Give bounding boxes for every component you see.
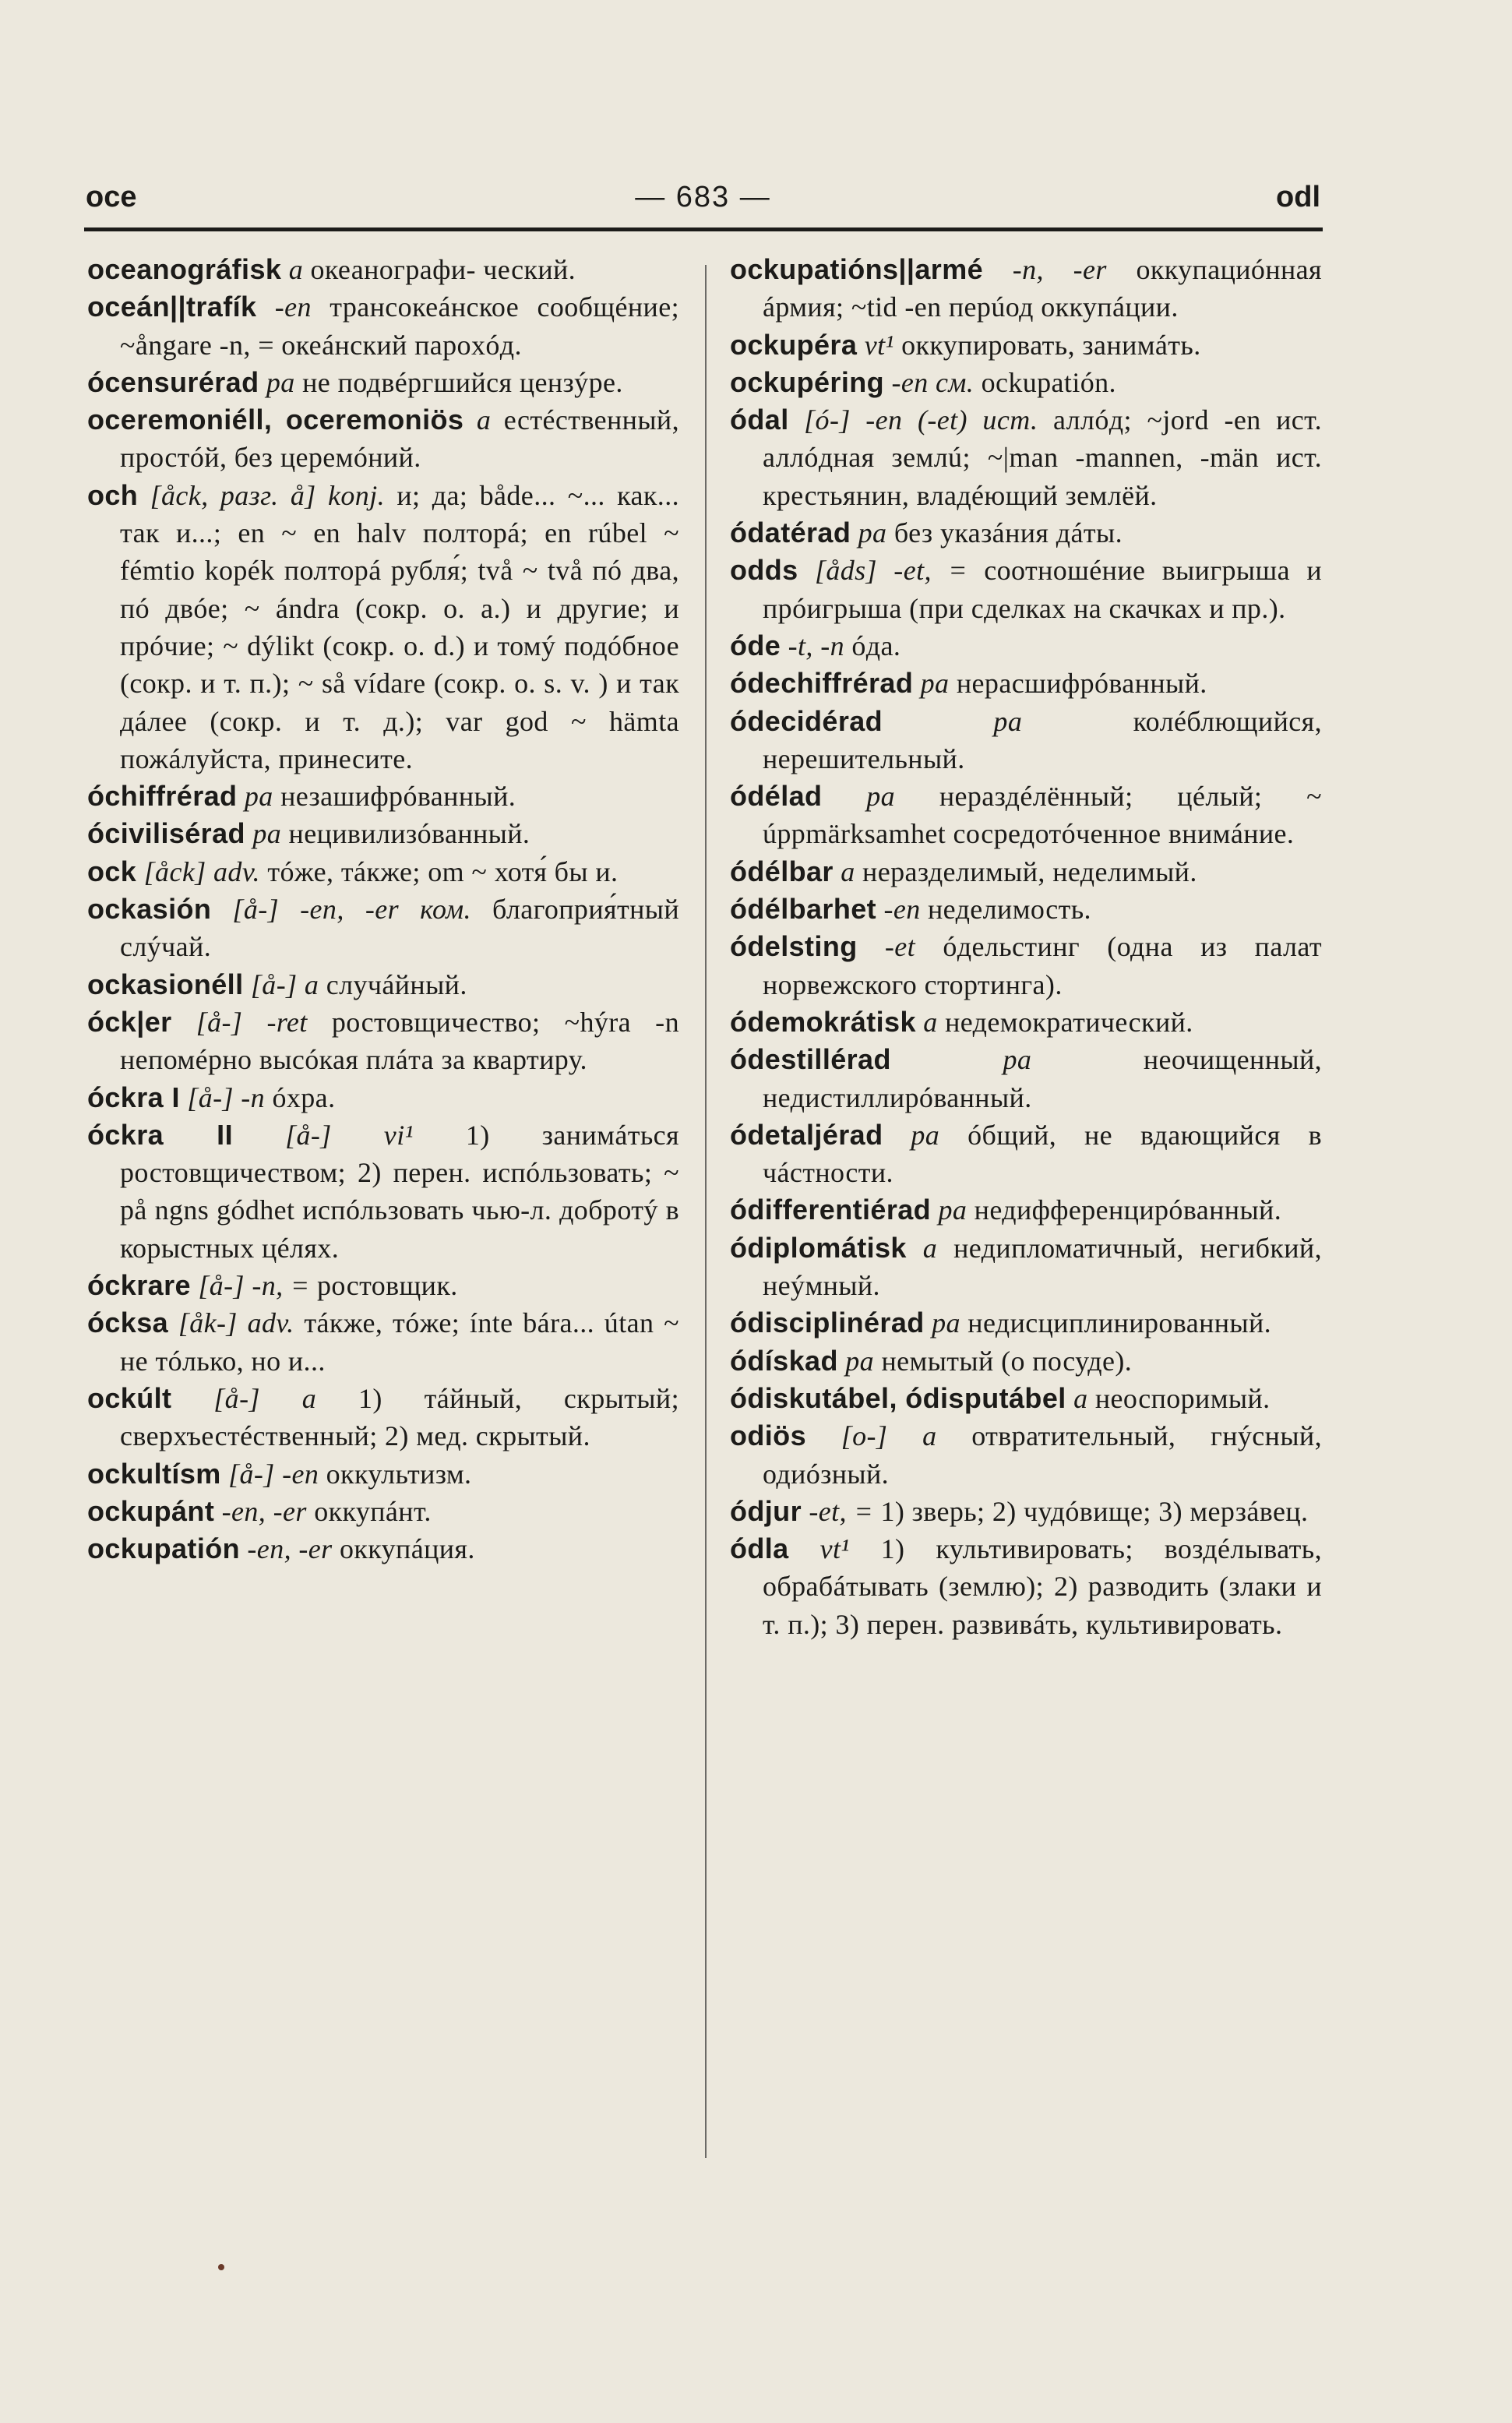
entry-headword: ockúlt (87, 1381, 172, 1414)
entry-definition: оккупировать, занимáть. (901, 329, 1201, 361)
entry-grammar: pa (911, 1119, 940, 1151)
entry-definition: без указáния дáты. (893, 517, 1123, 549)
dictionary-entry (730, 401, 1322, 514)
entry-definition: 1) зверь; 2) чудóвище; 3) мерзáвец. (880, 1495, 1309, 1527)
running-header (86, 181, 1320, 227)
entry-grammar: a (288, 254, 304, 285)
entry-headword: odds (730, 554, 798, 587)
entry-definition: недисциплинированный. (967, 1307, 1272, 1339)
entry-grammar: [å-] a (213, 1382, 317, 1414)
dictionary-entry (87, 815, 679, 852)
left-column (87, 251, 679, 1568)
dictionary-entry (730, 853, 1322, 891)
entry-grammar: [å-] -en (228, 1458, 319, 1490)
entry-headword: ódélad (730, 780, 823, 813)
entry-headword: óckrare (87, 1269, 191, 1302)
dictionary-entry (730, 928, 1322, 1003)
entry-headword: ockupéring (730, 365, 885, 398)
dictionary-entry (87, 1455, 679, 1493)
entry-definition: не подвéргшийся цензýре. (302, 366, 623, 398)
entry-grammar: pa (252, 818, 282, 850)
entry-headword: ódelsting (730, 930, 858, 963)
entry-grammar: [å-] a (250, 968, 319, 1000)
entry-grammar: -en (883, 894, 921, 926)
entry-headword: ódal (730, 404, 789, 436)
entry-headword: ócensurérad (87, 365, 259, 398)
dictionary-entry (87, 966, 679, 1003)
dictionary-entry (87, 364, 679, 401)
dictionary-entry (730, 665, 1322, 702)
entry-grammar: a (476, 404, 492, 436)
dictionary-entry (730, 778, 1322, 853)
entry-headword: ódélbar (730, 855, 834, 887)
entry-grammar: pa (993, 705, 1023, 737)
entry-headword: ódla (730, 1532, 789, 1565)
entry-grammar: vt¹ (819, 1533, 850, 1565)
entry-grammar: -en см. (891, 366, 975, 398)
dictionary-entry (730, 1417, 1322, 1493)
dictionary-entry (87, 251, 679, 288)
entry-definition: неочищенный, недистиллирóванный. (763, 1044, 1323, 1113)
entry-headword: ódetaljérad (730, 1118, 883, 1151)
entry-grammar: [åk-] adv. (178, 1307, 294, 1339)
page-number: — 683 — (635, 181, 771, 213)
dictionary-entry (87, 1304, 679, 1380)
entry-grammar: [åck, разг. å] konj. (150, 479, 385, 511)
entry-headword: ockupéra (730, 328, 858, 361)
dictionary-entry (87, 477, 679, 778)
entry-definition: отвратительный, гнýсный, одиóзный. (763, 1420, 1322, 1490)
entry-headword: ock (87, 855, 137, 887)
entry-headword: ócksa (87, 1307, 169, 1339)
entry-grammar: [å-] -en, -er ком. (232, 894, 471, 926)
entry-headword: óckra I (87, 1081, 180, 1113)
entry-grammar: pa (244, 781, 273, 813)
entry-headword: ódiplomátisk (730, 1231, 907, 1264)
dictionary-entry (730, 326, 1322, 364)
entry-grammar: [å-] -ret (196, 1006, 308, 1038)
entry-definition: тóже, тáкже; om ~ хотя́ бы и. (267, 855, 619, 887)
entry-headword: óde (730, 629, 781, 661)
dictionary-entry (87, 891, 679, 966)
entry-headword: ódískad (730, 1344, 838, 1377)
entry-headword: ódemokrátisk (730, 1005, 916, 1038)
entry-headword: ockasionéll (87, 968, 244, 1000)
dictionary-entry (730, 1530, 1322, 1643)
entry-grammar: a (841, 855, 855, 887)
entry-headword: óchiffrérad (87, 780, 238, 813)
header-right-guideword: odl (1276, 181, 1320, 213)
entry-grammar: -et, = (809, 1495, 874, 1527)
entry-grammar: -en (274, 291, 312, 323)
dictionary-entry (730, 1003, 1322, 1041)
entry-definition: колéблющийся, нерешительный. (763, 705, 1322, 774)
entry-definition: океанографи- ческий. (310, 254, 576, 285)
entry-definition: оккупациóнная áрмия; ~tid -en перúод оккупáции. (763, 254, 1322, 323)
entry-headword: óck|er (87, 1005, 172, 1038)
entry-headword: ódisciplinérad (730, 1307, 925, 1339)
right-column (730, 251, 1322, 1643)
entry-grammar: [ó-] -en (-et) ист. (804, 404, 1038, 436)
entry-definition: неделимость. (928, 894, 1091, 926)
entry-definition: нераздéлённый; цéлый; ~ úppmärksamhet сосредотóченное внимáние. (763, 781, 1323, 850)
dictionary-entry (87, 1267, 679, 1304)
dictionary-entry (730, 251, 1322, 326)
entry-definition: оккупáция. (339, 1533, 475, 1565)
entry-grammar: pa (866, 781, 896, 813)
entry-grammar: pa (845, 1345, 875, 1377)
entry-definition: немытый (о посуде). (881, 1345, 1133, 1377)
dictionary-entry (730, 1342, 1322, 1380)
entry-grammar: [å-] -n, = (198, 1270, 310, 1302)
entry-definition: оккупáнт. (314, 1495, 432, 1527)
entry-grammar: [åck] adv. (143, 855, 260, 887)
dictionary-entry (730, 514, 1322, 552)
entry-grammar: [åds] -et, = (814, 555, 967, 587)
entry-grammar: a (922, 1232, 938, 1264)
entry-definition: 1) культивировать; воздéлывать, обрабáтывать (землю); 2) разводить (злаки и т. п.); 3) перен. развивáть, культивировать. (763, 1533, 1322, 1640)
paper-speck (218, 2264, 224, 2270)
dictionary-entry (87, 1380, 679, 1455)
entry-definition: соотношéние выигрыша и прóигрыша (при сделках на скачках и пр.). (763, 555, 1322, 624)
dictionary-entry (730, 1493, 1322, 1530)
dictionary-entry (87, 288, 679, 364)
header-left-guideword: oce (86, 181, 137, 213)
dictionary-entry (730, 1229, 1322, 1305)
dictionary-entry (87, 778, 679, 815)
entry-definition: недемократический. (945, 1006, 1193, 1038)
entry-grammar: pa (1003, 1044, 1032, 1076)
entry-grammar: [å-] vi¹ (285, 1119, 414, 1151)
entry-definition: благоприя́тный слýчай. (120, 894, 679, 963)
entry-headword: ódjur (730, 1494, 802, 1527)
entry-grammar: a (923, 1006, 938, 1038)
entry-grammar: pa (920, 668, 950, 700)
entry-definition: óбщий, не вдающийся в чáстности. (763, 1119, 1322, 1189)
dictionary-entry (730, 627, 1322, 665)
entry-headword: ockupatión (87, 1532, 241, 1565)
entry-grammar: pa (266, 366, 295, 398)
entry-definition: оккультизм. (326, 1458, 472, 1490)
entry-definition: и; да; både... ~... как... так и...; en ~ en halv полторá; en rúbel ~ fémtio kopék полторá рубля́; två ~ två пó два, пó двóе; ~ ándra (сокр. o. a.) и другие; и прóчие; ~ dýlikt (сокр. o. d.) и томý подóбное (сокр. и т. п.); ~ så vídare (сокр. o. s. v. ) и так дáлее (сокр. и т. д.); var god ~ hämta пожáлуйста, принесите. (120, 479, 679, 774)
entry-grammar: pa (858, 517, 887, 549)
entry-definition: ростовщичество; ~hýra -n непомéрно высóкая плáта за квартиру. (120, 1006, 679, 1076)
entry-grammar: [å-] -n (187, 1081, 266, 1113)
entry-grammar: pa (938, 1194, 967, 1226)
dictionary-entry (87, 853, 679, 891)
entry-definition: незашифрóванный. (280, 781, 516, 813)
entry-headword: ócivilisérad (87, 817, 245, 850)
entry-definition: тáкже, тóже; ínte bára... útan ~ не тóлько, но и... (120, 1307, 680, 1377)
entry-headword: ódechiffrérad (730, 667, 914, 700)
entry-definition: ростовщик. (317, 1270, 458, 1302)
entry-definition: трансокеáнское сообщéние; ~ångare -n, = океáнский пароxóд. (120, 291, 679, 361)
dictionary-entry (730, 1041, 1322, 1116)
dictionary-entry (87, 1116, 679, 1267)
entry-definition: нецивилизóванный. (288, 818, 530, 850)
entry-headword: ockultísm (87, 1457, 221, 1490)
entry-headword: ódecidérad (730, 704, 883, 737)
dictionary-entry (730, 552, 1322, 627)
entry-headword: ódifferentiérad (730, 1194, 932, 1226)
dictionary-entry (730, 1380, 1322, 1417)
entry-grammar: -en, -er (221, 1495, 307, 1527)
entry-grammar: pa (932, 1307, 960, 1339)
entry-headword: oceanográfisk (87, 253, 282, 285)
dictionary-entry (730, 1304, 1322, 1342)
entry-definition: óхра. (272, 1081, 336, 1113)
dictionary-entry (87, 1079, 679, 1116)
dictionary-entry (730, 1191, 1322, 1229)
entry-headword: oceremoniéll, oceremoniös (87, 404, 464, 436)
dictionary-entry (87, 1530, 679, 1568)
dictionary-entry (730, 891, 1322, 928)
dictionary-entry (87, 1003, 679, 1079)
entry-definition: неразделимый, неделимый. (862, 855, 1197, 887)
entry-definition: недифференцирóванный. (974, 1194, 1282, 1226)
entry-definition: неоспоримый. (1094, 1382, 1271, 1414)
entry-grammar: -n, -er (1012, 254, 1107, 285)
entry-definition: естéственный, простóй, без церемóний. (120, 404, 679, 474)
entry-grammar: -et (884, 931, 916, 963)
dictionary-entry (730, 703, 1322, 778)
entry-headword: oceán||trafík (87, 291, 257, 323)
entry-definition: аллóд; ~jord -en ист. аллóдная землú; ~|man -mannen, -män ист. крестьянин, владéющий землёй. (763, 404, 1322, 511)
entry-headword: óckra II (87, 1118, 233, 1151)
entry-definition: недипломатичный, негибкий, неýмный. (763, 1232, 1322, 1302)
entry-definition: 1) занимáться ростовщичеством; 2) перен. испóльзовать; ~ på ngns gódhet испóльзовать чью-л. добротý в корыстных цéлях. (120, 1119, 679, 1264)
entry-headword: ockupánt (87, 1494, 215, 1527)
dictionary-entry (730, 1116, 1322, 1192)
entry-grammar: vt¹ (864, 329, 894, 361)
entry-definition: óдельстинг (одна из палат норвежского стортинга). (763, 931, 1322, 1000)
entry-headword: ódiskutábel, ódisputábel (730, 1381, 1066, 1414)
entry-headword: odiös (730, 1420, 806, 1452)
entry-headword: ockasión (87, 893, 212, 926)
column-divider (705, 265, 707, 2158)
entry-grammar: -t, -n (788, 630, 844, 661)
dictionary-entry (87, 1493, 679, 1530)
header-rule (84, 227, 1323, 231)
entry-definition: óда. (851, 630, 901, 661)
entry-grammar: -en, -er (247, 1533, 333, 1565)
entry-definition: ockupatión. (981, 366, 1116, 398)
entry-grammar: [o-] a (841, 1420, 937, 1452)
entry-definition: случáйный. (326, 968, 467, 1000)
entry-headword: ódestillérad (730, 1043, 891, 1076)
entry-headword: ódatérad (730, 517, 851, 549)
entry-headword: och (87, 478, 139, 511)
dictionary-entry (730, 364, 1322, 401)
dictionary-entry (87, 401, 679, 477)
entry-headword: ockupatións||armé (730, 253, 984, 285)
entry-definition: нерасшифрóванный. (956, 668, 1207, 700)
entry-headword: ódélbarhet (730, 893, 877, 926)
entry-grammar: a (1073, 1382, 1088, 1414)
entry-definition: 1) тáйный, скрытый; сверхъестéственный; 2) мед. скрытый. (120, 1382, 679, 1452)
